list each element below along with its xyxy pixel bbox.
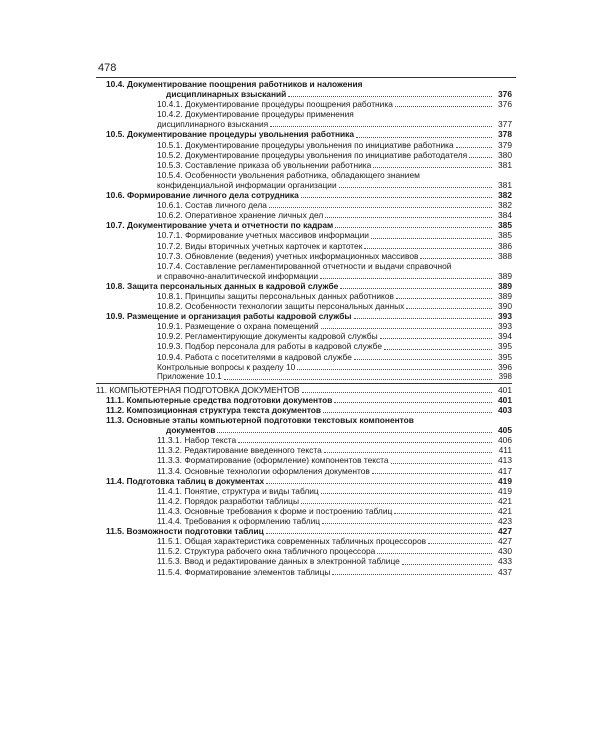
toc-entry-page: 417 xyxy=(498,465,512,476)
toc-entry-title: 10.4.2. Документирование процедуры применения xyxy=(157,109,354,120)
toc-entry-title: 10.9. Размещение и организация работы кадровой службы xyxy=(106,311,352,322)
toc-entry xyxy=(96,291,512,301)
toc-entry-page: 384 xyxy=(498,210,512,221)
toc-entry xyxy=(96,362,512,372)
dot-leader xyxy=(320,278,492,279)
toc-entry xyxy=(96,311,512,321)
toc-entry-page: 382 xyxy=(498,200,512,211)
toc-entry-title: и справочно-аналитической информации xyxy=(157,270,319,281)
toc-entry xyxy=(96,405,512,415)
toc-entry xyxy=(96,140,512,150)
dot-leader xyxy=(354,318,492,319)
toc-entry-title: конфиденциальной информации организации xyxy=(157,179,337,190)
toc-entry xyxy=(96,109,512,119)
header-rule xyxy=(96,77,516,78)
dot-leader xyxy=(335,227,492,228)
toc-entry xyxy=(96,170,512,180)
toc-entry xyxy=(96,99,512,109)
dot-leader xyxy=(224,379,492,380)
toc-entry-page: 379 xyxy=(498,139,512,150)
toc-entry xyxy=(96,230,512,240)
toc-entry-title: документов xyxy=(166,425,216,436)
toc-entry-title: 11.5.1. Общая характеристика современных табличных процессоров xyxy=(157,536,427,547)
dot-leader xyxy=(396,298,492,299)
toc-entry xyxy=(96,445,512,455)
toc-entry xyxy=(96,321,512,331)
toc-entry xyxy=(96,271,512,281)
toc-entry-title: 11.5. Возможности подготовки таблиц xyxy=(106,526,264,537)
toc-entry xyxy=(96,352,512,362)
toc-entry-title: 11.4.2. Порядок разработки таблицы xyxy=(157,495,299,506)
toc-entry-page: 427 xyxy=(498,536,512,547)
toc-entry-title: 11.4. Подготовка таблиц в документах xyxy=(106,475,265,486)
toc-entry xyxy=(96,415,512,425)
toc-entry-title: дисциплинарных взысканий xyxy=(166,89,287,100)
toc-entry xyxy=(96,567,512,577)
toc-entry-title: 11.3. Основные этапы компьютерной подготовки текстовых компонентов xyxy=(106,415,414,426)
dot-leader xyxy=(321,493,492,494)
toc-entry-title: 10.5. Документирование процедуры увольнения работника xyxy=(106,129,355,140)
toc-entry-page: 381 xyxy=(498,159,512,170)
toc-entry xyxy=(96,526,512,536)
dot-leader xyxy=(364,248,492,249)
toc-entry-page: 388 xyxy=(498,250,512,261)
dot-leader xyxy=(301,503,492,504)
dot-leader xyxy=(325,217,492,218)
dot-leader xyxy=(384,349,492,350)
toc-entry xyxy=(96,241,512,251)
toc-entry-title: 10.7.3. Обновление (ведения) учетных информационных массивов xyxy=(157,250,419,261)
dot-leader xyxy=(372,473,492,474)
toc-entry-page: 380 xyxy=(498,149,512,160)
toc-entry-page: 390 xyxy=(498,301,512,312)
toc-entry-title: 11.3.4. Основные технологии оформления документов xyxy=(157,465,370,476)
dot-leader xyxy=(340,288,492,289)
toc-entry-page: 385 xyxy=(498,220,512,231)
toc-entry-page: 421 xyxy=(498,495,512,506)
dot-leader xyxy=(394,513,492,514)
toc-entry xyxy=(96,220,512,230)
toc-entry-page: 389 xyxy=(498,270,512,281)
toc-entry-page: 419 xyxy=(498,485,512,496)
dot-leader xyxy=(269,207,492,208)
toc-entry-page: 413 xyxy=(498,455,512,466)
toc-entry-title: 10.5.2. Документирование процедуры увольнения по инициативе работодателя xyxy=(157,149,468,160)
toc-entry xyxy=(96,516,512,526)
toc-entry xyxy=(96,556,512,566)
toc-entry xyxy=(96,546,512,556)
toc-entry-page: 406 xyxy=(498,435,512,446)
toc-entry-title: 11.5.3. Ввод и редактирование данных в электронной таблице xyxy=(157,556,400,567)
dot-leader xyxy=(238,442,492,443)
toc-entry-title: 11.3.2. Редактирование введенного текста xyxy=(157,445,322,456)
dot-leader xyxy=(356,137,492,138)
toc-entry-page: 423 xyxy=(498,516,512,527)
toc-entry xyxy=(96,200,512,210)
toc-entry-title: 11.2. Композиционная структура текста документов xyxy=(106,405,322,415)
dot-leader xyxy=(420,258,492,259)
toc-entry-title: 10.5.1. Документирование процедуры увольнения по инициативе работника xyxy=(157,139,454,150)
toc-entry-page: 421 xyxy=(498,505,512,516)
toc-entry-title: 10.6. Формирование личного дела сотрудника xyxy=(106,190,299,201)
toc-entry xyxy=(96,281,512,291)
toc-entry-title: 11.4.1. Понятие, структура и виды таблиц xyxy=(157,485,319,496)
dot-leader xyxy=(380,338,492,339)
toc-entry xyxy=(96,89,512,99)
dot-leader xyxy=(332,574,492,575)
toc-entry-page: 395 xyxy=(498,341,512,352)
toc-entry-title: 11.3.3. Форматирование (оформление) компонентов текста xyxy=(157,455,389,466)
dot-leader xyxy=(302,392,492,393)
toc-entry-title: 10.5.3. Составление приказа об увольнении работника xyxy=(157,159,372,170)
toc-entry-page: 401 xyxy=(498,384,512,395)
toc-entry-title: 10.7.1. Формирование учетных массивов информации xyxy=(157,230,369,241)
dot-leader xyxy=(354,359,492,360)
toc-entry xyxy=(96,435,512,445)
toc-entry xyxy=(96,331,512,341)
toc-entry-title: Контрольные вопросы к разделу 10 xyxy=(157,361,296,372)
toc-entry xyxy=(96,476,512,486)
page-number: 478 xyxy=(98,62,117,74)
toc-entry-page: 405 xyxy=(498,425,512,436)
toc-entry-title: 11.5.4. Форматирование элементов таблицы xyxy=(157,566,331,577)
toc-entry-page: 430 xyxy=(498,546,512,557)
toc-entry-page: 398 xyxy=(498,371,512,381)
toc-entry-page: 386 xyxy=(498,240,512,251)
toc-entry-title: 11.3.1. Набор текста xyxy=(157,435,237,446)
toc-entry-page: 395 xyxy=(498,351,512,362)
toc-entry-page: 437 xyxy=(498,566,512,577)
toc-entry xyxy=(96,251,512,261)
dot-leader xyxy=(322,523,492,524)
toc-entry-title: 10.9.1. Размещение о охрана помещений xyxy=(157,321,319,332)
dot-leader xyxy=(321,328,492,329)
toc-entry-page: 381 xyxy=(498,179,512,190)
toc-entry xyxy=(96,210,512,220)
dot-leader xyxy=(339,187,492,188)
toc-entry xyxy=(96,496,512,506)
toc-entry-page: 393 xyxy=(498,311,512,322)
toc-entry xyxy=(96,425,512,435)
dot-leader xyxy=(402,564,492,565)
toc-entry-title: 11.4.4. Требования к оформлению таблиц xyxy=(157,516,321,527)
toc-entry-page: 394 xyxy=(498,331,512,342)
toc-entry xyxy=(96,261,512,271)
dot-leader xyxy=(334,402,492,403)
toc-entry xyxy=(96,536,512,546)
toc-entry-title: Приложение 10.1 xyxy=(157,371,222,381)
toc-entry xyxy=(96,160,512,170)
dot-leader xyxy=(324,452,492,453)
toc-entry-title: 11. КОМПЬЮТЕРНАЯ ПОДГОТОВКА ДОКУМЕНТОВ xyxy=(96,384,300,395)
dot-leader xyxy=(406,308,492,309)
toc-entry-title: 10.8.2. Особенности технологии защиты персональных данных xyxy=(157,301,405,312)
toc-entry-title: дисциплинарного взыскания xyxy=(157,119,269,130)
toc-entry-page: 389 xyxy=(498,280,512,291)
toc-entry-title: 10.9.4. Работа с посетителями в кадровой службе xyxy=(157,351,352,362)
toc-entry xyxy=(96,129,512,139)
toc-entry xyxy=(96,341,512,351)
toc-entry-title: 11.4.3. Основные требования к форме и построению таблиц xyxy=(157,505,393,516)
toc-entry xyxy=(96,301,512,311)
toc-entry-title: 10.6.2. Оперативное хранение личных дел xyxy=(157,210,324,221)
dot-leader xyxy=(395,106,492,107)
toc-entry xyxy=(96,486,512,496)
toc-entry-page: 389 xyxy=(498,290,512,301)
dot-leader xyxy=(469,157,492,158)
toc-entry-page: 401 xyxy=(498,394,512,405)
toc-entry-page: 385 xyxy=(498,230,512,241)
toc-entry-title: 10.7.2. Виды вторичных учетных карточек и картотек xyxy=(157,240,363,251)
toc-entry-page: 376 xyxy=(498,99,512,110)
toc-entry-title: 11.1. Компьютерные средства подготовки документов xyxy=(106,394,333,405)
toc-entry xyxy=(96,383,512,395)
toc-entry xyxy=(96,395,512,405)
dot-leader xyxy=(270,126,492,127)
dot-leader xyxy=(266,483,492,484)
toc-entry-title: 10.9.2. Регламентирующие документы кадровой службы xyxy=(157,331,378,342)
toc-entry-title: 11.5.2. Структура рабочего окна табличного процессора xyxy=(157,546,376,557)
dot-leader xyxy=(323,412,492,413)
dot-leader xyxy=(377,553,492,554)
toc-entry-title: 10.8. Защита персональных данных в кадровой службе xyxy=(106,280,339,291)
dot-leader xyxy=(266,533,492,534)
dot-leader xyxy=(297,369,492,370)
toc-entry xyxy=(96,506,512,516)
toc-entry-page: 411 xyxy=(498,445,512,456)
toc-entry-title: 10.7. Документирование учета и отчетности по кадрам xyxy=(106,220,334,231)
toc-entry-title: 10.9.3. Подбор персонала для работы в кадровой службе xyxy=(157,341,383,352)
toc-entry-page: 378 xyxy=(498,129,512,140)
toc-entry-title: 10.5.4. Особенности увольнения работника, обладающего знанием xyxy=(157,169,420,180)
toc-entry-title: 10.4. Документирование поощрения работников и наложения xyxy=(106,79,363,89)
dot-leader xyxy=(301,197,492,198)
toc-entry-page: 382 xyxy=(498,190,512,201)
dot-leader xyxy=(456,147,492,148)
toc-entry-page: 427 xyxy=(498,526,512,537)
toc-entry-page: 403 xyxy=(498,405,512,415)
toc-entry-page: 393 xyxy=(498,321,512,332)
dot-leader xyxy=(217,432,492,433)
toc-entry-page: 396 xyxy=(498,361,512,372)
toc-entry-page: 419 xyxy=(498,475,512,486)
toc-entry-title: 10.4.1. Документирование процедуры поощрения работника xyxy=(157,99,393,110)
toc-entry xyxy=(96,180,512,190)
toc-entry-title: 10.6.1. Состав личного дела xyxy=(157,200,267,211)
toc-entry xyxy=(96,79,512,89)
toc-entry xyxy=(96,150,512,160)
dot-leader xyxy=(391,463,492,464)
toc-entry xyxy=(96,119,512,129)
toc-entry xyxy=(96,466,512,476)
dot-leader xyxy=(371,238,492,239)
dot-leader xyxy=(373,167,492,168)
toc-entry-page: 377 xyxy=(498,119,512,130)
dot-leader xyxy=(288,96,492,97)
dot-leader xyxy=(428,543,492,544)
toc-entry xyxy=(96,190,512,200)
toc-entry-title: 10.8.1. Принципы защиты персональных данных работников xyxy=(157,290,394,301)
table-of-contents xyxy=(96,79,512,577)
toc-entry-page: 433 xyxy=(498,556,512,567)
toc-entry xyxy=(96,455,512,465)
toc-entry-page: 376 xyxy=(498,89,512,100)
toc-entry xyxy=(96,372,512,382)
toc-entry-title: 10.7.4. Составление регламентированной отчетности и выдачи справочной xyxy=(157,260,452,271)
